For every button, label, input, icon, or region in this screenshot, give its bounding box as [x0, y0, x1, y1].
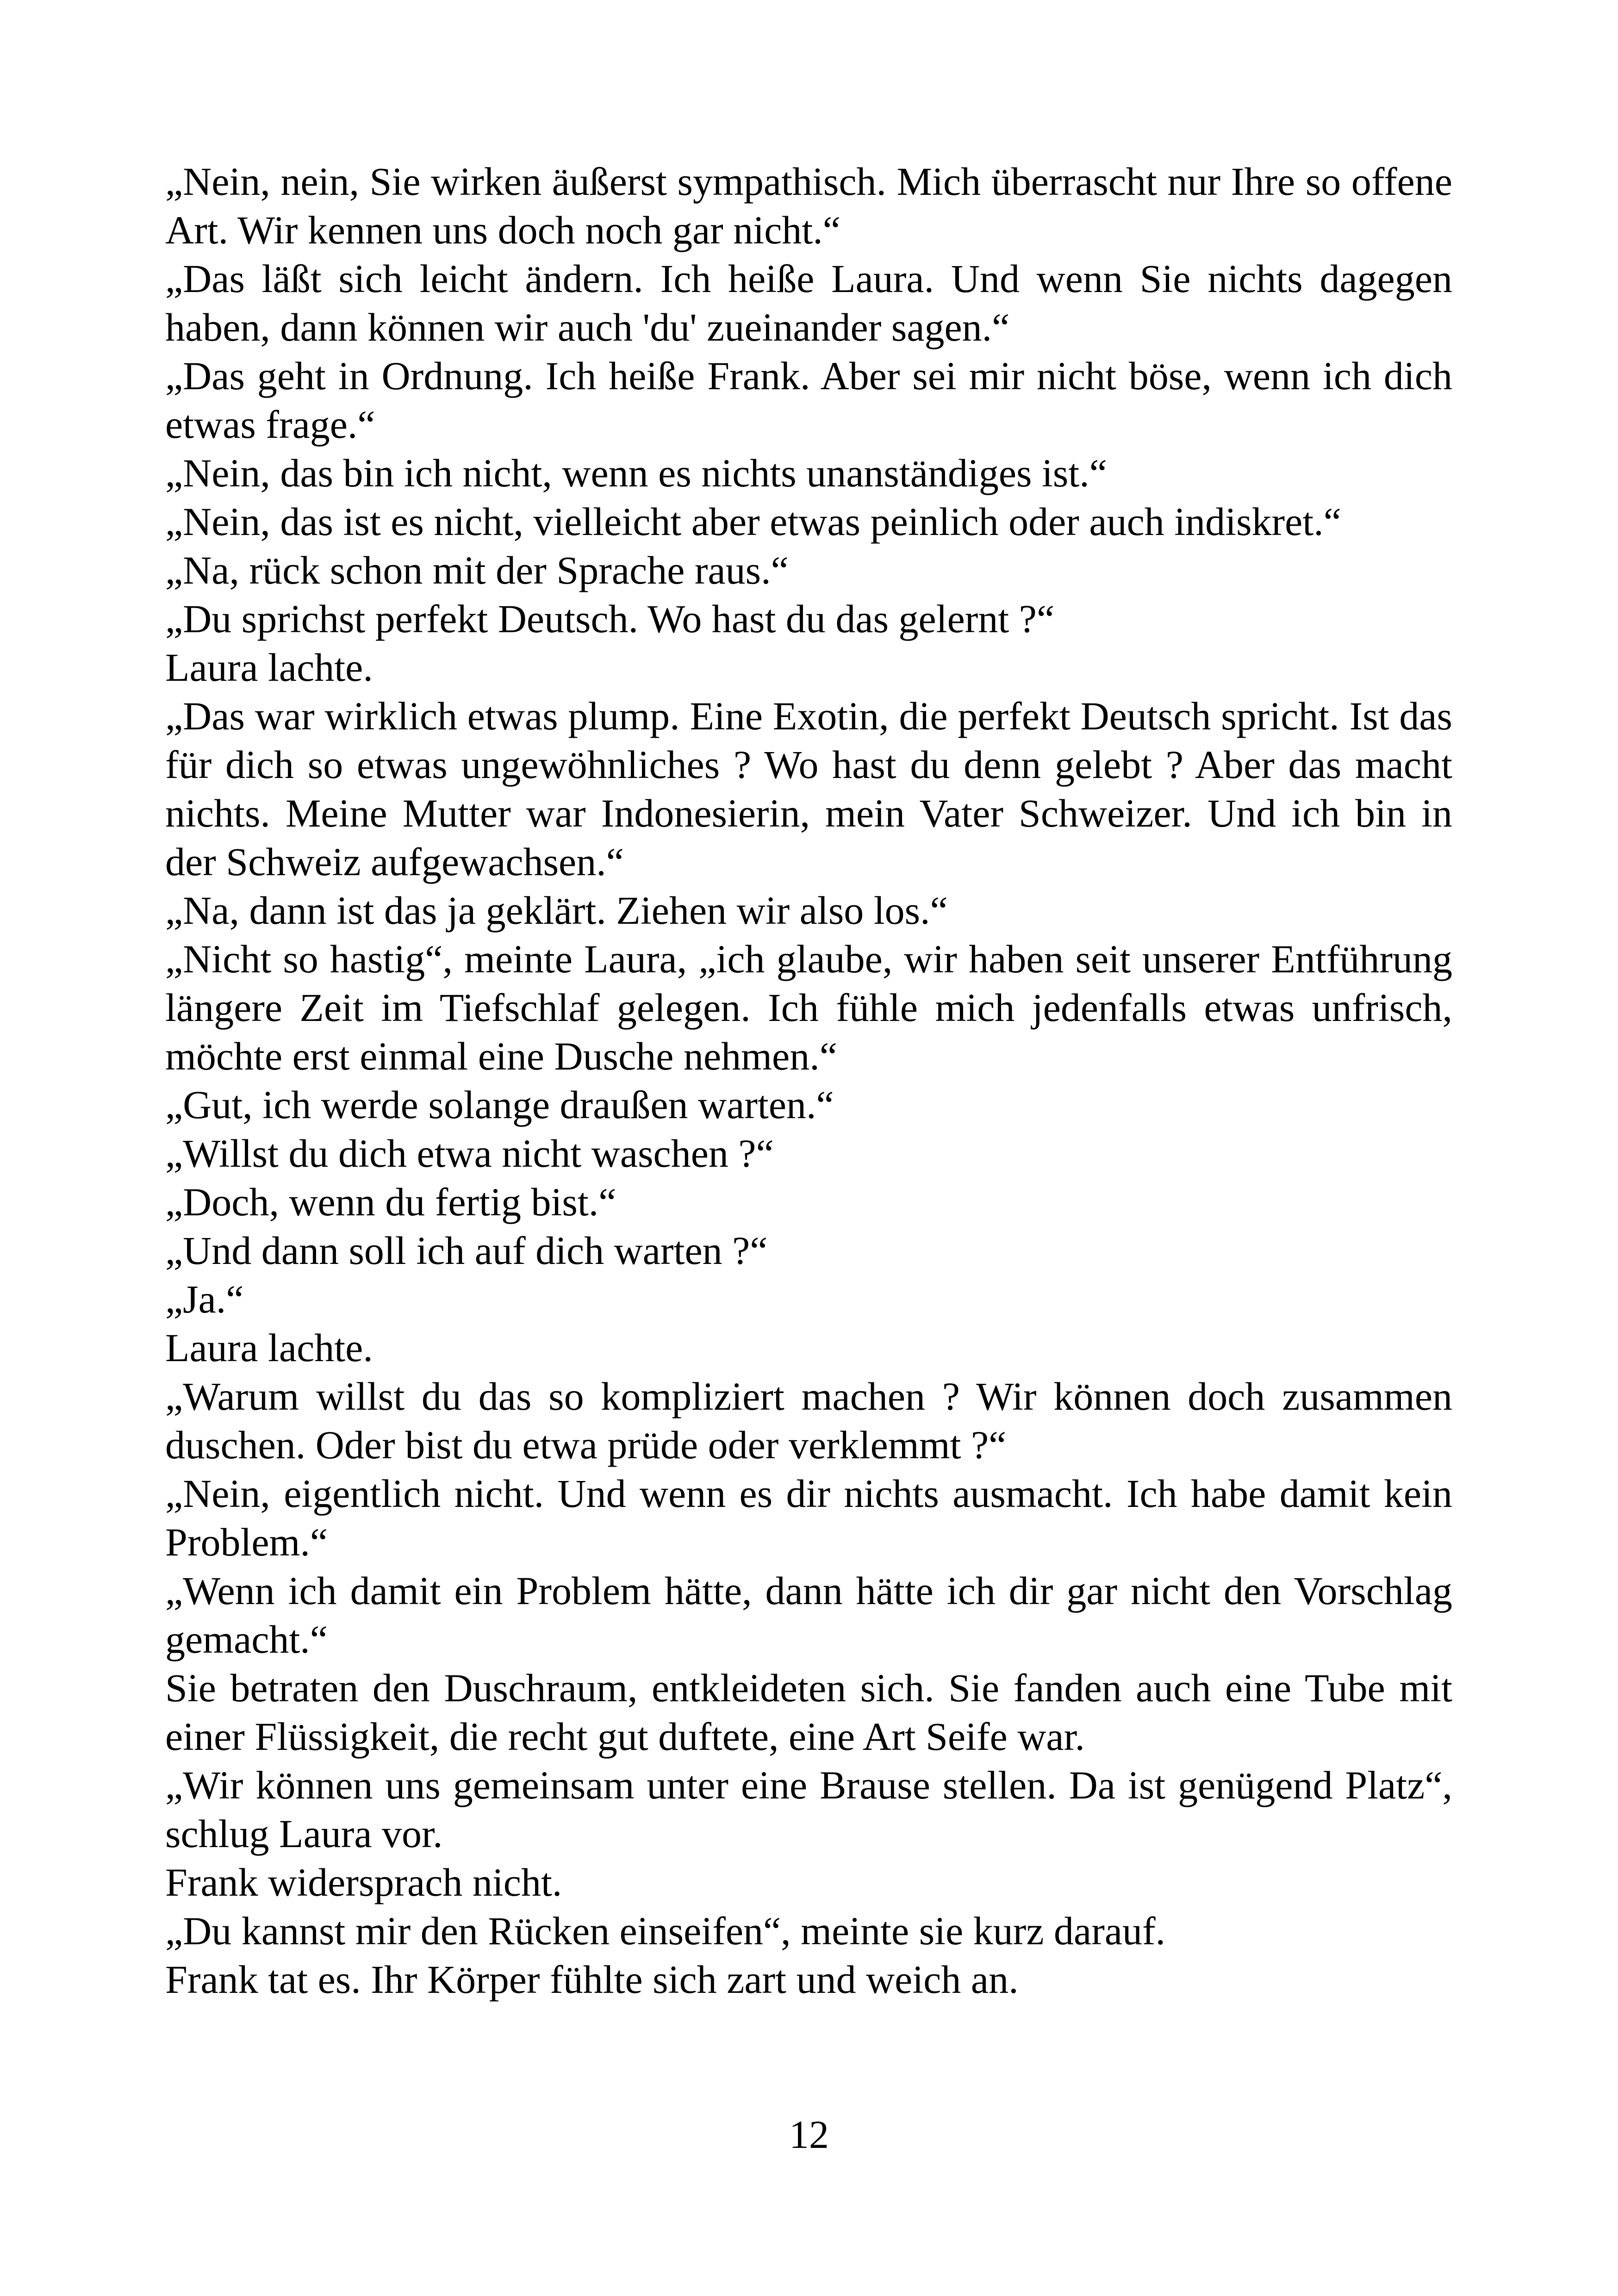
- paragraph-13: „Willst du dich etwa nicht waschen ?“: [165, 1131, 774, 1176]
- paragraph-10: „Na, dann ist das ja geklärt. Ziehen wir also los.“: [165, 888, 948, 933]
- paragraph-4: „Nein, das bin ich nicht, wenn es nichts unanständiges ist.“: [165, 451, 1107, 495]
- paragraph-20: „Wenn ich damit ein Problem hätte, dann hätte ich dir gar nicht den Vorschlag gemacht.“: [165, 1568, 1452, 1661]
- paragraph-14: „Doch, wenn du fertig bist.“: [165, 1180, 616, 1224]
- paragraph-9: „Das war wirklich etwas plump. Eine Exotin, die perfekt Deutsch spricht. Ist das für dich so etwas ungewöhnliches ? Wo hast du denn gelebt ? Aber das macht nichts. Meine Mutter war Indonesierin, mein Vater Schweizer. Und ich bin in der Schweiz aufgewachsen.“: [165, 694, 1452, 884]
- body-text: [165, 157, 1452, 2004]
- paragraph-6: „Na, rück schon mit der Sprache raus.“: [165, 548, 789, 592]
- paragraph-2: „Das läßt sich leicht ändern. Ich heiße Laura. Und wenn Sie nichts dagegen haben, dann können wir auch 'du' zueinander sagen.“: [165, 256, 1452, 349]
- page-number: 12: [789, 2112, 829, 2157]
- paragraph-17: Laura lachte.: [165, 1325, 373, 1370]
- paragraph-5: „Nein, das ist es nicht, vielleicht aber etwas peinlich oder auch indiskret.“: [165, 499, 1341, 544]
- paragraph-11: „Nicht so hastig“, meinte Laura, „ich glaube, wir haben seit unserer Entführung längere Zeit im Tiefschlaf gelegen. Ich fühle mich jedenfalls etwas unfrisch, möchte erst einmal eine Dusche nehmen.“: [165, 937, 1452, 1078]
- paragraph-3: „Das geht in Ordnung. Ich heiße Frank. Aber sei mir nicht böse, wenn ich dich etwas frage.“: [165, 354, 1452, 447]
- paragraph-23: Frank widersprach nicht.: [165, 1860, 562, 1904]
- paragraph-25: Frank tat es. Ihr Körper fühlte sich zart und weich an.: [165, 1957, 1019, 2002]
- paragraph-15: „Und dann soll ich auf dich warten ?“: [165, 1228, 768, 1273]
- paragraph-8: Laura lachte.: [165, 645, 373, 690]
- paragraph-18: „Warum willst du das so kompliziert machen ? Wir können doch zusammen duschen. Oder bist du etwa prüde oder verklemmt ?“: [165, 1374, 1452, 1467]
- paragraph-21: Sie betraten den Duschraum, entkleideten sich. Sie fanden auch eine Tube mit einer Flüssigkeit, die recht gut duftete, eine Art Seife war.: [165, 1666, 1452, 1759]
- paragraph-19: „Nein, eigentlich nicht. Und wenn es dir nichts ausmacht. Ich habe damit kein Problem.“: [165, 1471, 1452, 1564]
- paragraph-16: „Ja.“: [165, 1277, 244, 1321]
- paragraph-12: „Gut, ich werde solange draußen warten.“: [165, 1083, 834, 1127]
- paragraph-24: „Du kannst mir den Rücken einseifen“, meinte sie kurz darauf.: [165, 1909, 1166, 1953]
- paragraph-7: „Du sprichst perfekt Deutsch. Wo hast du das gelernt ?“: [165, 597, 1055, 641]
- paragraph-1: „Nein, nein, Sie wirken äußerst sympathisch. Mich überrascht nur Ihre so offene Art. Wir kennen uns doch noch gar nicht.“: [165, 159, 1452, 252]
- paragraph-22: „Wir können uns gemeinsam unter eine Brause stellen. Da ist genügend Platz“, schlug Laura vor.: [165, 1763, 1452, 1856]
